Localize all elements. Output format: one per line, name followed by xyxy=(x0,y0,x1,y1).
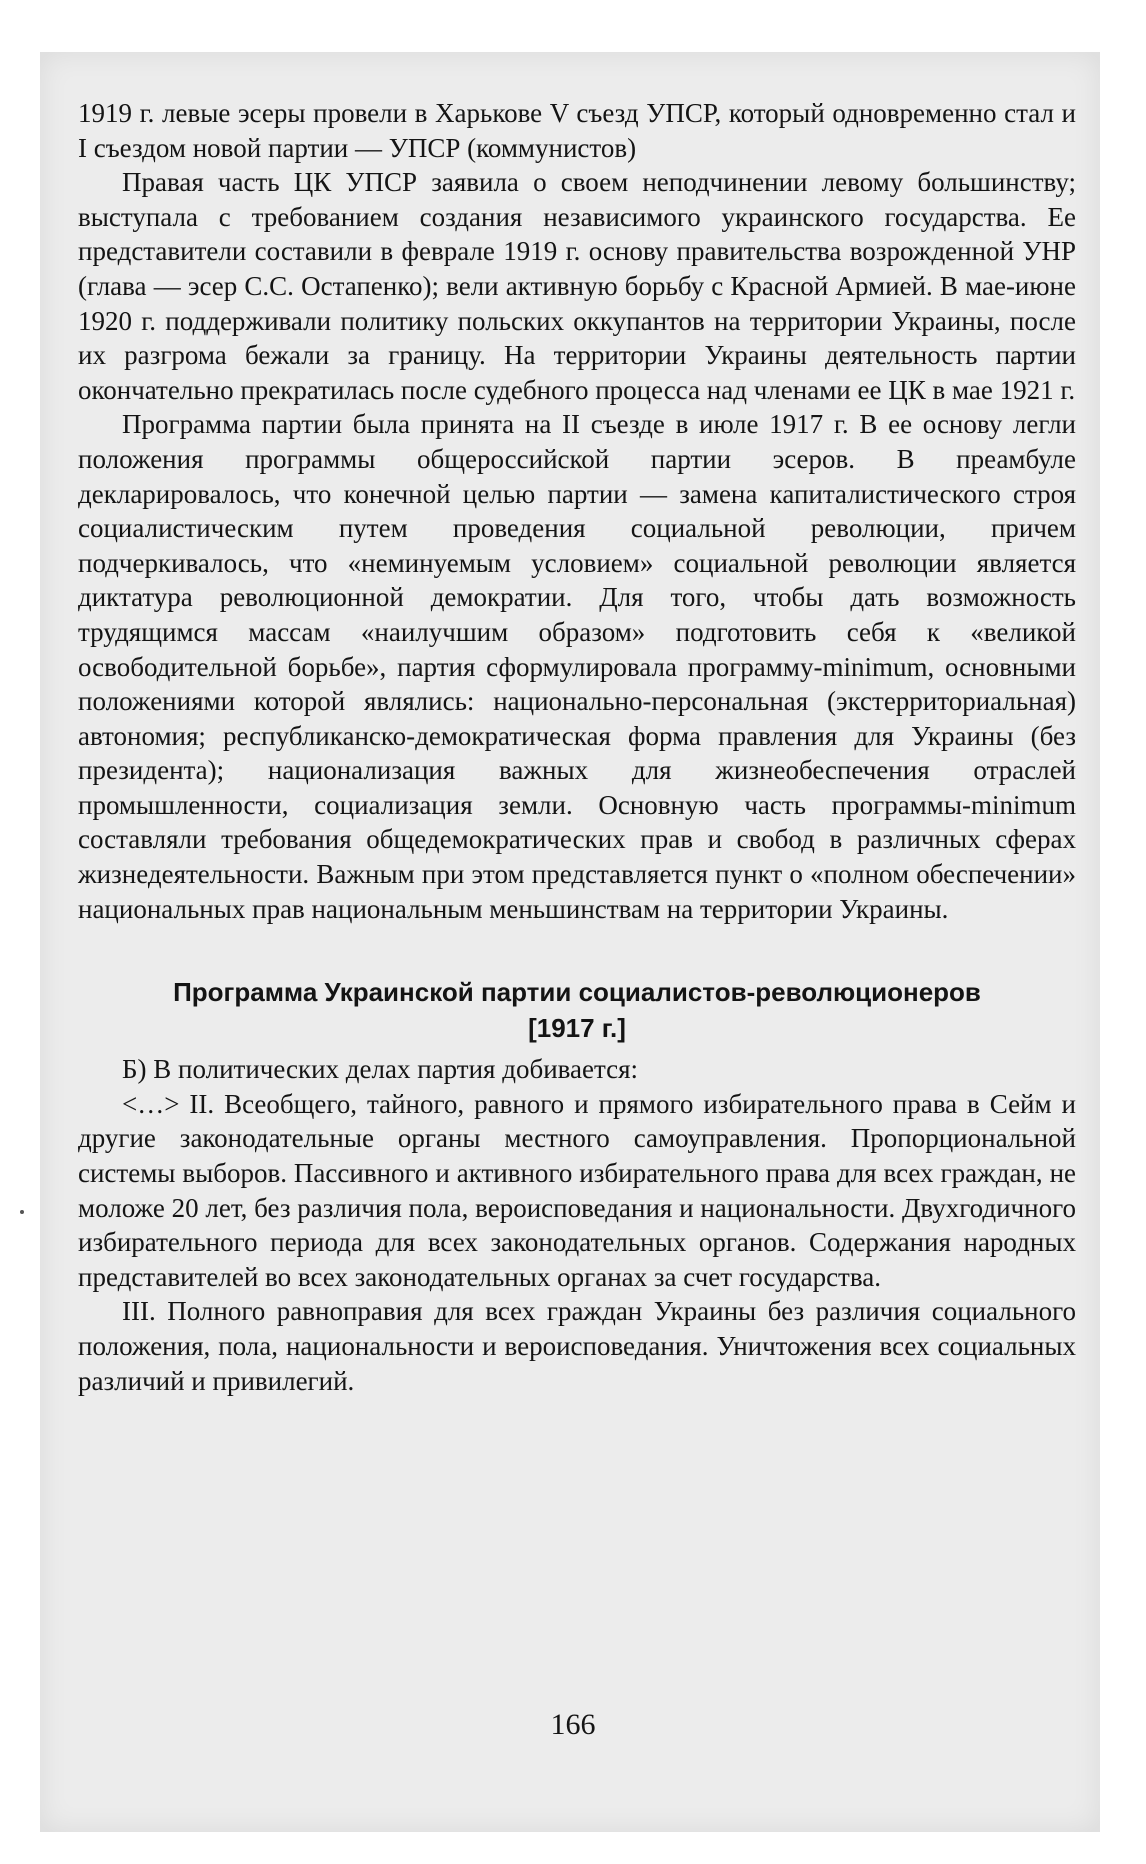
document-paragraph-point-2: <…> II. Всеобщего, тайного, равного и прямого избирательного права в Сейм и другие законодательные органы местного самоуправления. Пропорциональной системы выборов. Пассивного и активного избирательного права для всех граждан, не моложе 20 лет, без различия пола, вероисповедания и национальности. Двухгодичного избирательного периода для всех законодательных органов. Содержания народных представителей во всех законодательных органах за счет государства. xyxy=(78,1088,1076,1292)
document-heading-title: Программа Украинской партии социалистов-революционеров xyxy=(173,977,981,1008)
document-paragraph-intro: Б) В политических делах партия добивается: xyxy=(122,1054,639,1085)
paragraph-continued: 1919 г. левые эсеры провели в Харькове V съезд УПСР, который одновременно стал и I съездом новой партии — УПСР (коммунистов) xyxy=(78,98,1076,163)
paragraph-right-wing: Правая часть ЦК УПСР заявила о своем неподчинении левому большинству; выступала с требованием создания независимого украинского государства. Ее представители составили в феврале 1919 г. основу правительства возрожденной УНР (глава — эсер С.С. Остапенко); вели активную борьбу с Красной Армией. В мае-июне 1920 г. поддерживали политику польских оккупантов на территории Украины, после их разгрома бежали за границу. На территории Украины деятельность партии окончательно прекратилась после судебного процесса над членами ее ЦК в мае 1921 г. xyxy=(78,167,1076,405)
document-heading-date: [1917 г.] xyxy=(528,1013,626,1044)
document-heading xyxy=(78,974,1076,1046)
margin-dot-mark xyxy=(20,1210,24,1214)
page-text xyxy=(78,96,1076,1398)
page-number: 166 xyxy=(550,1708,596,1741)
paragraph-program: Программа партии была принята на II съезде в июле 1917 г. В ее основу легли положения программы общероссийской партии эсеров. В преамбуле декларировалось, что конечной целью партии — замена капиталистического строя социалистическим путем проведения социальной революции, причем подчеркивалось, что «неминуемым условием» социальной революции является диктатура революционной демократии. Для того, чтобы дать возможность трудящимся массам «наилучшим образом» подготовить себя к «великой освободительной борьбе», партия сформулировала программу-minimum, основными положениями которой являлись: национально-персональная (экстерриториальная) автономия; республиканско-демократическая форма правления для Украины (без президента); национализация важных для жизнеобеспечения отраслей промышленности, социализация земли. Основную часть программы-minimum составляли требования общедемократических прав и свобод в различных сферах жизнедеятельности. Важным при этом представляется пункт о «полном обеспечении» национальных прав национальным меньшинствам на территории Украины. xyxy=(78,409,1076,924)
document-paragraph-point-3: III. Полного равноправия для всех граждан Украины без различия социального положения, пола, национальности и вероисповедания. Уничтожения всех социальных различий и привилегий. xyxy=(78,1296,1076,1396)
